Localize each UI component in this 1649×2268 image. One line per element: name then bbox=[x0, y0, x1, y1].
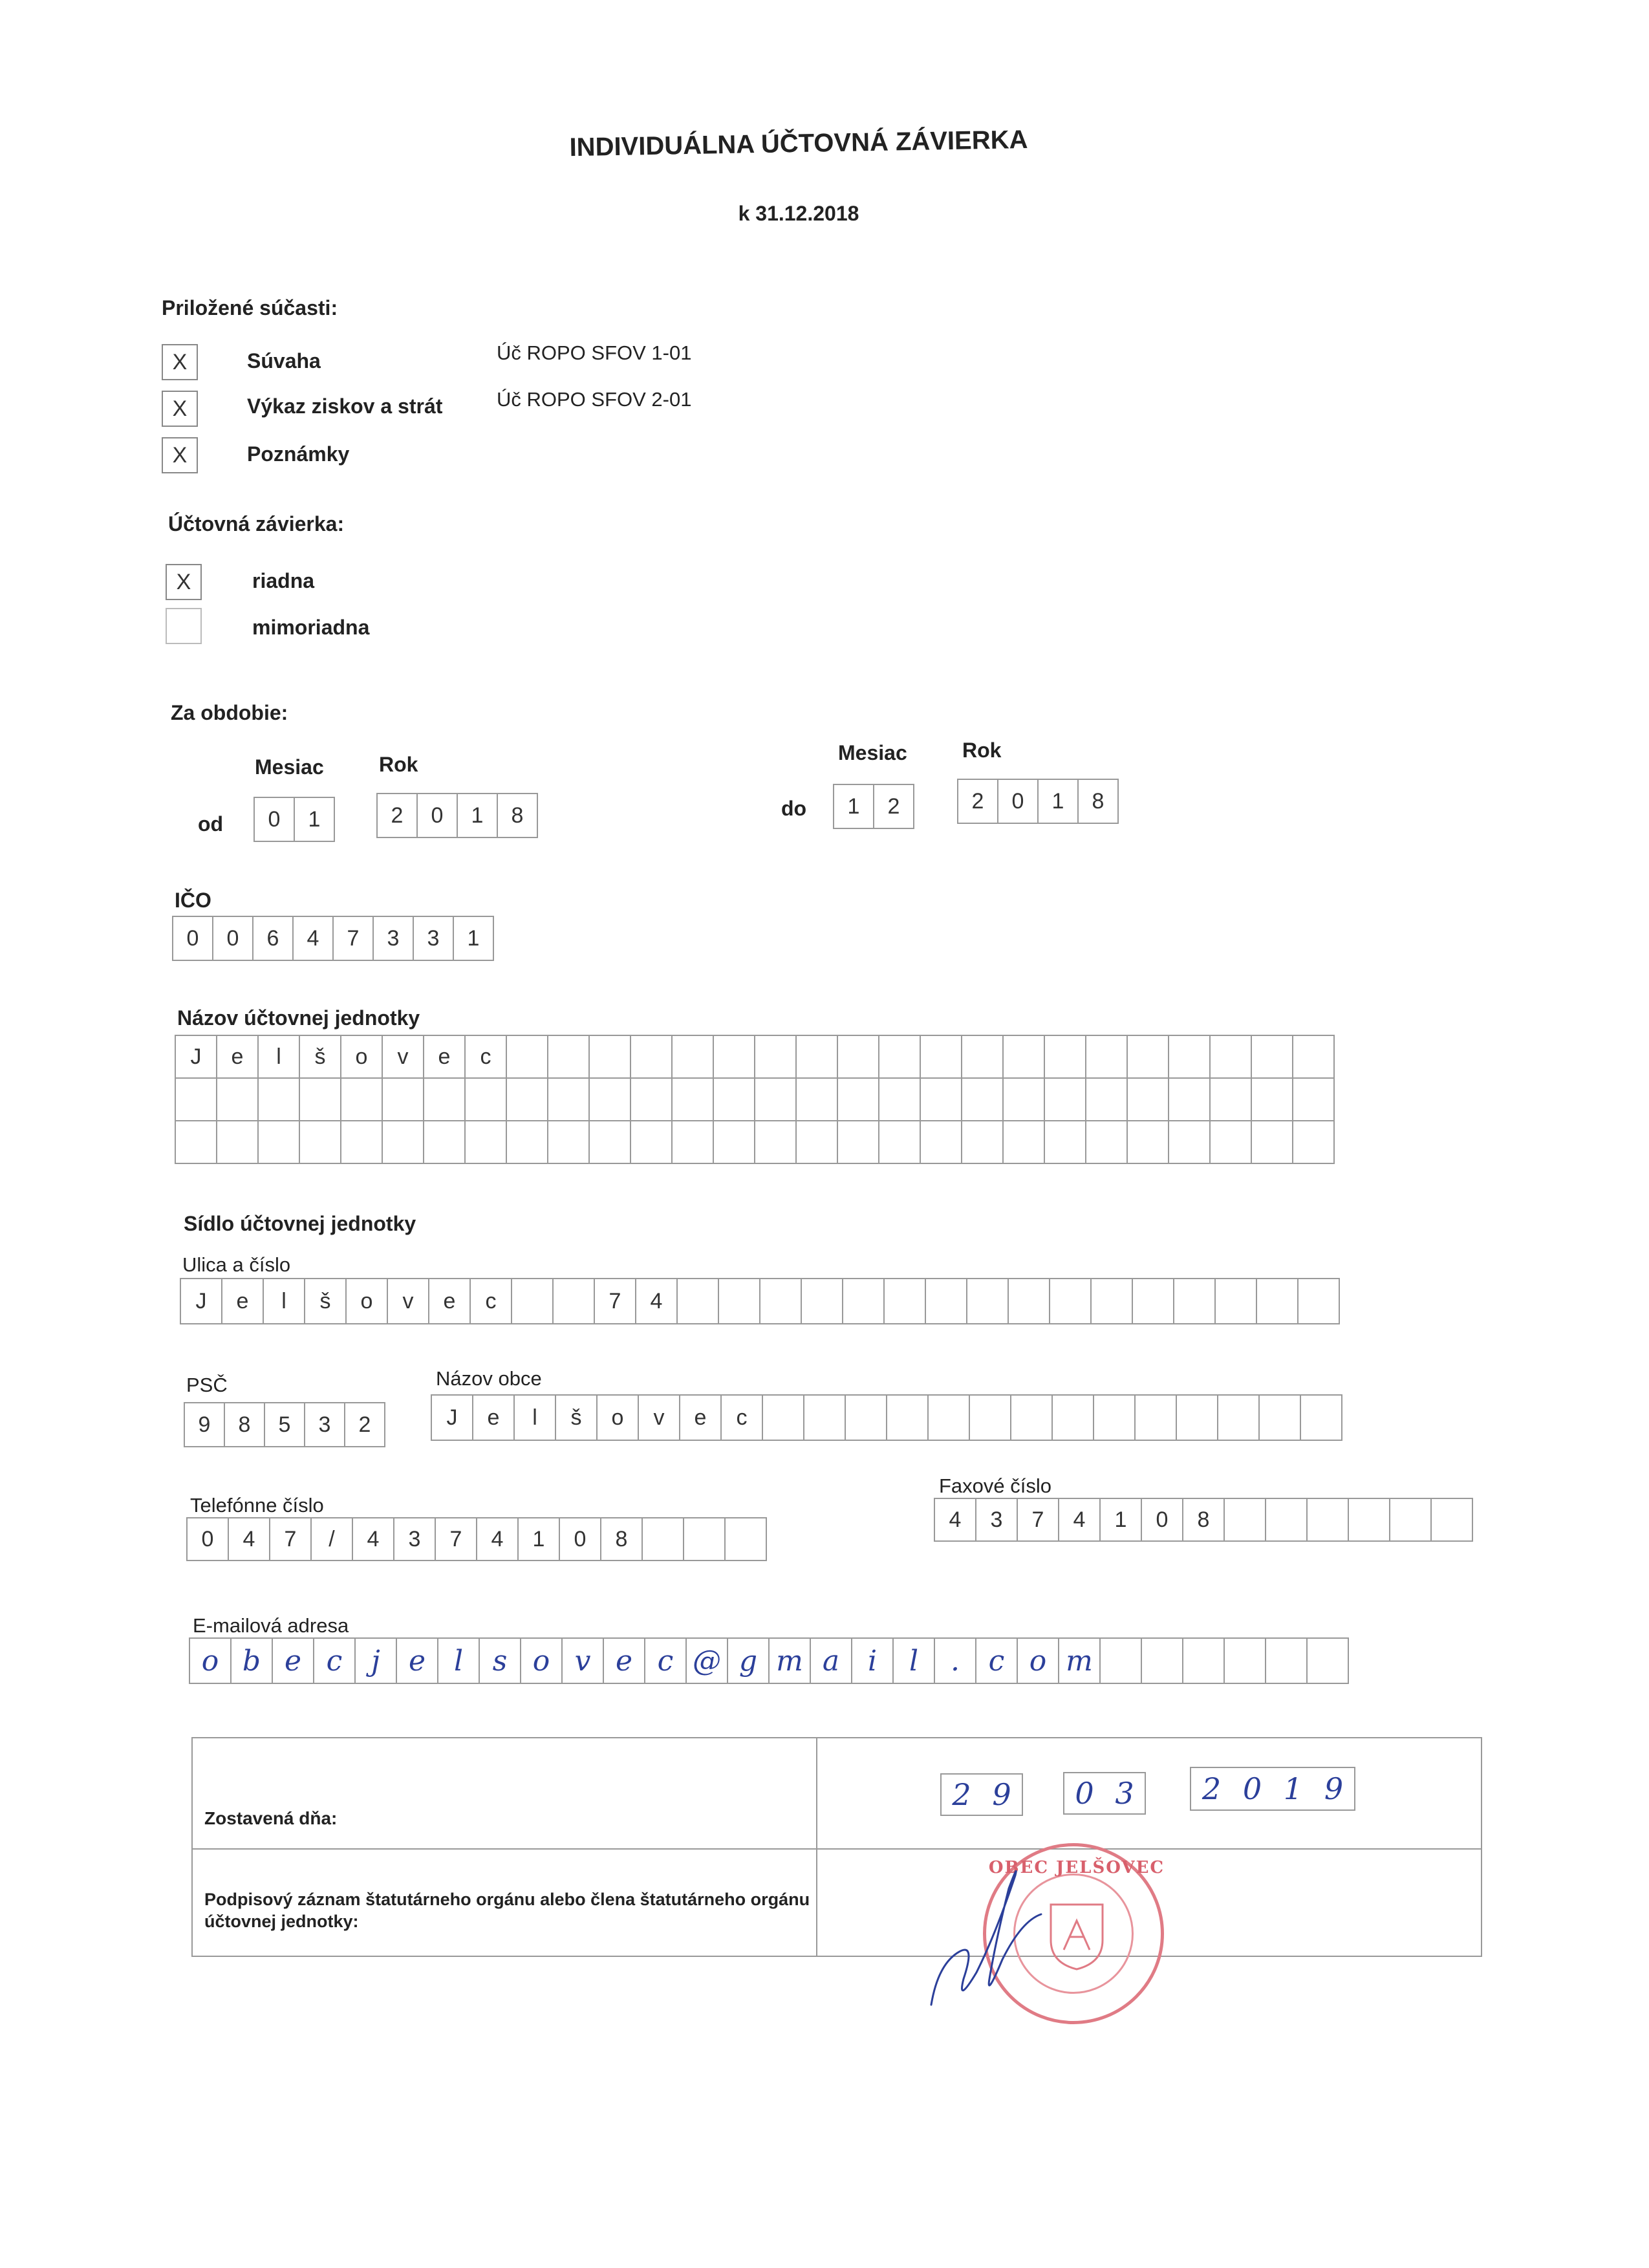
char-cell: 7 bbox=[436, 1518, 477, 1561]
char-cell bbox=[797, 1121, 838, 1164]
period-label: Za obdobie: bbox=[171, 701, 288, 724]
compiled-day-field[interactable] bbox=[940, 1773, 1023, 1816]
char-cell bbox=[921, 1121, 962, 1164]
char-cell bbox=[1128, 1121, 1169, 1164]
char-cell: a bbox=[811, 1639, 852, 1684]
char-cell bbox=[879, 1121, 921, 1164]
char-cell: l bbox=[259, 1036, 300, 1079]
street-label: Ulica a číslo bbox=[182, 1253, 291, 1276]
char-cell bbox=[714, 1121, 755, 1164]
char-cell bbox=[804, 1396, 846, 1441]
char-cell bbox=[1004, 1121, 1045, 1164]
digit-cell: 8 bbox=[1077, 779, 1119, 824]
char-cell bbox=[673, 1036, 714, 1079]
digit-cell: 3 bbox=[372, 916, 414, 961]
digit-cell: 0 bbox=[416, 793, 458, 838]
char-cell: i bbox=[852, 1639, 894, 1684]
char-cell bbox=[673, 1079, 714, 1121]
char-cell: 3 bbox=[394, 1518, 436, 1561]
char-cell bbox=[962, 1121, 1004, 1164]
attachment-checkbox-poznamky[interactable]: X bbox=[162, 437, 198, 473]
char-cell: š bbox=[300, 1036, 341, 1079]
char-cell bbox=[838, 1121, 879, 1164]
char-cell bbox=[967, 1279, 1009, 1324]
char-cell: e bbox=[222, 1279, 264, 1324]
char-cell bbox=[300, 1079, 341, 1121]
char-cell bbox=[1094, 1396, 1136, 1441]
char-cell bbox=[1260, 1396, 1301, 1441]
char-cell: š bbox=[556, 1396, 598, 1441]
town-field[interactable] bbox=[431, 1394, 1342, 1441]
char-cell: J bbox=[181, 1279, 222, 1324]
digit-cell: 4 bbox=[292, 916, 334, 961]
attachment-name-poznamky: Poznámky bbox=[247, 442, 350, 466]
town-label: Názov obce bbox=[436, 1367, 542, 1390]
phone-field[interactable] bbox=[186, 1517, 767, 1561]
char-cell bbox=[838, 1079, 879, 1121]
from-year-field[interactable] bbox=[376, 793, 537, 838]
char-cell: 4 bbox=[636, 1279, 678, 1324]
char-cell bbox=[1142, 1639, 1183, 1684]
char-cell: 0 bbox=[1142, 1499, 1183, 1542]
char-cell: v bbox=[383, 1036, 424, 1079]
char-cell: 8 bbox=[1183, 1499, 1225, 1542]
char-cell: @ bbox=[687, 1639, 728, 1684]
char-cell bbox=[797, 1079, 838, 1121]
char-cell bbox=[1101, 1639, 1142, 1684]
digit-cell: 2 bbox=[957, 779, 998, 824]
digit-cell: 3 bbox=[413, 916, 454, 961]
char-cell bbox=[548, 1121, 590, 1164]
char-cell bbox=[1086, 1121, 1128, 1164]
char-cell bbox=[512, 1279, 554, 1324]
char-cell bbox=[1169, 1121, 1211, 1164]
char-cell: e bbox=[473, 1396, 515, 1441]
char-cell: c bbox=[471, 1279, 512, 1324]
closing-checkbox-riadna[interactable]: X bbox=[166, 564, 202, 600]
psc-label: PSČ bbox=[186, 1374, 228, 1396]
char-cell bbox=[1252, 1121, 1293, 1164]
char-cell bbox=[929, 1396, 970, 1441]
attachment-checkbox-vykaz[interactable]: X bbox=[162, 391, 198, 427]
char-cell bbox=[921, 1036, 962, 1079]
char-cell: v bbox=[388, 1279, 429, 1324]
char-cell bbox=[1136, 1396, 1177, 1441]
char-cell: 7 bbox=[1018, 1499, 1059, 1542]
char-cell bbox=[1045, 1121, 1086, 1164]
phone-label: Telefónne číslo bbox=[190, 1494, 324, 1517]
char-cell bbox=[631, 1036, 673, 1079]
char-cell bbox=[424, 1121, 466, 1164]
char-cell bbox=[341, 1121, 383, 1164]
char-cell bbox=[217, 1121, 259, 1164]
char-cell: c bbox=[314, 1639, 356, 1684]
char-cell: o bbox=[347, 1279, 388, 1324]
char-cell: e bbox=[424, 1036, 466, 1079]
char-cell: 0 bbox=[560, 1518, 601, 1561]
ico-label: IČO bbox=[175, 889, 211, 912]
char-cell bbox=[1009, 1279, 1050, 1324]
char-cell bbox=[1266, 1499, 1308, 1542]
char-cell bbox=[1308, 1499, 1349, 1542]
signature-label: Podpisový záznam štatutárneho orgánu alebo člena štatutárneho orgánu účtovnej jednotky: bbox=[204, 1890, 810, 1931]
char-cell bbox=[1390, 1499, 1432, 1542]
char-cell: j bbox=[356, 1639, 397, 1684]
digit-cell: 7 bbox=[332, 916, 374, 961]
handwritten-digit: 2 bbox=[1202, 1771, 1222, 1806]
handwritten-digit: 3 bbox=[1115, 1776, 1134, 1811]
char-cell: m bbox=[770, 1639, 811, 1684]
digit-cell: 0 bbox=[997, 779, 1039, 824]
signature-table bbox=[191, 1737, 1482, 1957]
char-cell bbox=[548, 1036, 590, 1079]
char-cell bbox=[383, 1121, 424, 1164]
char-cell bbox=[1045, 1036, 1086, 1079]
char-cell bbox=[879, 1036, 921, 1079]
char-cell bbox=[1257, 1279, 1299, 1324]
attachments-label: Priložené súčasti: bbox=[162, 296, 338, 319]
char-cell bbox=[1349, 1499, 1390, 1542]
char-cell: e bbox=[217, 1036, 259, 1079]
compiled-date-label: Zostavená dňa: bbox=[204, 1808, 338, 1828]
char-cell bbox=[1133, 1279, 1174, 1324]
char-cell bbox=[1308, 1639, 1349, 1684]
char-cell bbox=[1174, 1279, 1216, 1324]
char-cell bbox=[1183, 1639, 1225, 1684]
char-cell: o bbox=[598, 1396, 639, 1441]
char-cell: e bbox=[604, 1639, 645, 1684]
digit-cell: 6 bbox=[252, 916, 294, 961]
compiled-year-field[interactable] bbox=[1190, 1767, 1355, 1811]
char-cell bbox=[217, 1079, 259, 1121]
char-cell: s bbox=[480, 1639, 521, 1684]
char-cell bbox=[755, 1036, 797, 1079]
char-cell bbox=[466, 1121, 507, 1164]
char-cell bbox=[763, 1396, 804, 1441]
char-cell: v bbox=[563, 1639, 604, 1684]
char-cell bbox=[838, 1036, 879, 1079]
char-cell bbox=[1301, 1396, 1342, 1441]
char-cell: e bbox=[397, 1639, 438, 1684]
ico-field[interactable] bbox=[172, 916, 493, 961]
digit-cell: 1 bbox=[294, 797, 335, 842]
from-month-label: Mesiac bbox=[255, 755, 324, 779]
to-month-field[interactable] bbox=[833, 784, 913, 829]
char-cell: J bbox=[432, 1396, 473, 1441]
handwritten-digit: 0 bbox=[1242, 1771, 1262, 1806]
char-cell: m bbox=[1059, 1639, 1101, 1684]
char-cell: o bbox=[190, 1639, 232, 1684]
char-cell bbox=[341, 1079, 383, 1121]
document-title: INDIVIDUÁLNA ÚČTOVNÁ ZÁVIERKA bbox=[569, 125, 1028, 162]
char-cell: e bbox=[273, 1639, 314, 1684]
char-cell: 4 bbox=[477, 1518, 519, 1561]
closing-checkbox-mimoriadna[interactable] bbox=[166, 608, 202, 644]
digit-cell: 2 bbox=[376, 793, 418, 838]
char-cell: 3 bbox=[976, 1499, 1018, 1542]
char-cell bbox=[554, 1279, 595, 1324]
char-cell bbox=[887, 1396, 929, 1441]
char-cell bbox=[1293, 1121, 1335, 1164]
char-cell bbox=[843, 1279, 885, 1324]
attachment-checkbox-suvaha[interactable]: X bbox=[162, 344, 198, 380]
digit-cell: 5 bbox=[264, 1402, 305, 1447]
char-cell: c bbox=[722, 1396, 763, 1441]
char-cell bbox=[1011, 1396, 1053, 1441]
handwritten-digit: 1 bbox=[1283, 1771, 1303, 1806]
char-cell bbox=[885, 1279, 926, 1324]
char-cell: 4 bbox=[353, 1518, 394, 1561]
closing-label: Účtovná závierka: bbox=[168, 512, 345, 535]
char-cell bbox=[1053, 1396, 1094, 1441]
document-date: k 31.12.2018 bbox=[738, 202, 859, 225]
char-cell bbox=[548, 1079, 590, 1121]
char-cell bbox=[507, 1036, 548, 1079]
email-label: E-mailová adresa bbox=[193, 1614, 349, 1637]
psc-field[interactable] bbox=[184, 1402, 384, 1447]
char-cell: 8 bbox=[601, 1518, 643, 1561]
char-cell bbox=[678, 1279, 719, 1324]
char-cell: g bbox=[728, 1639, 770, 1684]
char-cell bbox=[507, 1079, 548, 1121]
handwritten-digit: 0 bbox=[1075, 1776, 1094, 1811]
char-cell bbox=[970, 1396, 1011, 1441]
char-cell bbox=[802, 1279, 843, 1324]
char-cell bbox=[300, 1121, 341, 1164]
signature-icon bbox=[918, 1850, 1048, 2018]
char-cell bbox=[176, 1121, 217, 1164]
attachment-code-suvaha: Úč ROPO SFOV 1-01 bbox=[497, 341, 692, 364]
address-label: Sídlo účtovnej jednotky bbox=[184, 1212, 416, 1235]
fax-field[interactable] bbox=[934, 1498, 1473, 1542]
email-field[interactable] bbox=[189, 1637, 1349, 1684]
char-cell bbox=[1004, 1079, 1045, 1121]
handwritten-digit: 2 bbox=[952, 1777, 971, 1812]
char-cell: / bbox=[312, 1518, 353, 1561]
char-cell bbox=[1293, 1079, 1335, 1121]
char-cell: l bbox=[438, 1639, 480, 1684]
char-cell bbox=[962, 1079, 1004, 1121]
char-cell bbox=[259, 1121, 300, 1164]
char-cell bbox=[631, 1121, 673, 1164]
digit-cell: 9 bbox=[184, 1402, 225, 1447]
char-cell: o bbox=[1018, 1639, 1059, 1684]
digit-cell: 3 bbox=[304, 1402, 345, 1447]
digit-cell: 0 bbox=[172, 916, 213, 961]
char-cell bbox=[719, 1279, 760, 1324]
digit-cell: 2 bbox=[873, 784, 914, 829]
to-label: do bbox=[781, 797, 807, 820]
char-cell bbox=[631, 1079, 673, 1121]
closing-name-riadna: riadna bbox=[252, 569, 315, 592]
char-cell: 4 bbox=[935, 1499, 976, 1542]
char-cell: 4 bbox=[229, 1518, 270, 1561]
char-cell: o bbox=[341, 1036, 383, 1079]
char-cell: c bbox=[466, 1036, 507, 1079]
char-cell: 0 bbox=[188, 1518, 229, 1561]
char-cell bbox=[1092, 1279, 1133, 1324]
char-cell bbox=[1086, 1079, 1128, 1121]
char-cell: c bbox=[645, 1639, 687, 1684]
char-cell: 7 bbox=[595, 1279, 636, 1324]
fax-label: Faxové číslo bbox=[939, 1474, 1052, 1497]
digit-cell: 1 bbox=[453, 916, 494, 961]
char-cell bbox=[926, 1279, 967, 1324]
table-divider bbox=[816, 1738, 817, 1956]
char-cell bbox=[714, 1036, 755, 1079]
char-cell: o bbox=[521, 1639, 563, 1684]
char-cell bbox=[846, 1396, 887, 1441]
char-cell bbox=[797, 1036, 838, 1079]
char-cell bbox=[590, 1079, 631, 1121]
compiled-month-field[interactable] bbox=[1063, 1772, 1146, 1815]
char-cell bbox=[1169, 1079, 1211, 1121]
digit-cell: 1 bbox=[457, 793, 498, 838]
char-cell bbox=[1128, 1079, 1169, 1121]
char-cell bbox=[466, 1079, 507, 1121]
char-cell: b bbox=[232, 1639, 273, 1684]
char-cell bbox=[755, 1121, 797, 1164]
char-cell: l bbox=[515, 1396, 556, 1441]
from-month-field[interactable] bbox=[253, 797, 334, 842]
unit-name-label: Názov účtovnej jednotky bbox=[177, 1006, 420, 1030]
char-cell bbox=[673, 1121, 714, 1164]
char-cell: e bbox=[680, 1396, 722, 1441]
char-cell bbox=[1225, 1639, 1266, 1684]
char-cell bbox=[1177, 1396, 1218, 1441]
digit-cell: 8 bbox=[497, 793, 538, 838]
char-cell: l bbox=[894, 1639, 935, 1684]
char-cell: 1 bbox=[1101, 1499, 1142, 1542]
char-cell bbox=[1252, 1036, 1293, 1079]
handwritten-digit: 9 bbox=[1324, 1771, 1344, 1806]
char-cell bbox=[1293, 1036, 1335, 1079]
char-cell: e bbox=[429, 1279, 471, 1324]
char-cell bbox=[643, 1518, 684, 1561]
char-cell: š bbox=[305, 1279, 347, 1324]
char-cell bbox=[760, 1279, 802, 1324]
char-cell bbox=[590, 1036, 631, 1079]
char-cell bbox=[1211, 1079, 1252, 1121]
char-cell bbox=[176, 1079, 217, 1121]
char-cell: 4 bbox=[1059, 1499, 1101, 1542]
char-cell bbox=[755, 1079, 797, 1121]
char-cell: v bbox=[639, 1396, 680, 1441]
table-divider bbox=[193, 1848, 1481, 1850]
char-cell bbox=[1299, 1279, 1340, 1324]
coat-of-arms-icon bbox=[1048, 1901, 1106, 1972]
char-cell bbox=[726, 1518, 767, 1561]
char-cell bbox=[1216, 1279, 1257, 1324]
char-cell: 1 bbox=[519, 1518, 560, 1561]
digit-cell: 8 bbox=[224, 1402, 265, 1447]
char-cell bbox=[1252, 1079, 1293, 1121]
char-cell: 7 bbox=[270, 1518, 312, 1561]
char-cell: . bbox=[935, 1639, 976, 1684]
char-cell: J bbox=[176, 1036, 217, 1079]
char-cell bbox=[259, 1079, 300, 1121]
from-label: od bbox=[198, 812, 224, 836]
attachment-name-suvaha: Súvaha bbox=[247, 349, 321, 373]
attachment-code-vykaz: Úč ROPO SFOV 2-01 bbox=[497, 388, 692, 411]
char-cell: l bbox=[264, 1279, 305, 1324]
char-cell bbox=[1225, 1499, 1266, 1542]
char-cell bbox=[962, 1036, 1004, 1079]
char-cell: c bbox=[976, 1639, 1018, 1684]
char-cell bbox=[1004, 1036, 1045, 1079]
char-cell bbox=[714, 1079, 755, 1121]
char-cell bbox=[879, 1079, 921, 1121]
to-year-label: Rok bbox=[962, 739, 1002, 762]
digit-cell: 1 bbox=[1037, 779, 1079, 824]
char-cell bbox=[424, 1079, 466, 1121]
char-cell bbox=[1050, 1279, 1092, 1324]
char-cell bbox=[1128, 1036, 1169, 1079]
char-cell bbox=[684, 1518, 726, 1561]
attachment-name-vykaz: Výkaz ziskov a strát bbox=[247, 394, 443, 418]
char-cell bbox=[1211, 1036, 1252, 1079]
to-month-label: Mesiac bbox=[838, 741, 907, 764]
from-year-label: Rok bbox=[379, 753, 418, 776]
char-cell bbox=[507, 1121, 548, 1164]
digit-cell: 2 bbox=[344, 1402, 385, 1447]
stamp-text: OBEC JELŠOVEC bbox=[988, 1858, 1165, 1877]
char-cell bbox=[1169, 1036, 1211, 1079]
digit-cell: 0 bbox=[253, 797, 295, 842]
char-cell bbox=[1218, 1396, 1260, 1441]
char-cell bbox=[1086, 1036, 1128, 1079]
char-cell bbox=[921, 1079, 962, 1121]
char-cell bbox=[1432, 1499, 1473, 1542]
char-cell bbox=[1266, 1639, 1308, 1684]
closing-name-mimoriadna: mimoriadna bbox=[252, 616, 370, 639]
char-cell bbox=[383, 1079, 424, 1121]
char-cell bbox=[1045, 1079, 1086, 1121]
street-field[interactable] bbox=[180, 1278, 1340, 1324]
to-year-field[interactable] bbox=[957, 779, 1117, 824]
char-cell bbox=[1211, 1121, 1252, 1164]
unit-name-field[interactable] bbox=[175, 1035, 1335, 1164]
char-cell bbox=[590, 1121, 631, 1164]
handwritten-digit: 9 bbox=[992, 1777, 1011, 1812]
digit-cell: 0 bbox=[212, 916, 253, 961]
digit-cell: 1 bbox=[833, 784, 874, 829]
